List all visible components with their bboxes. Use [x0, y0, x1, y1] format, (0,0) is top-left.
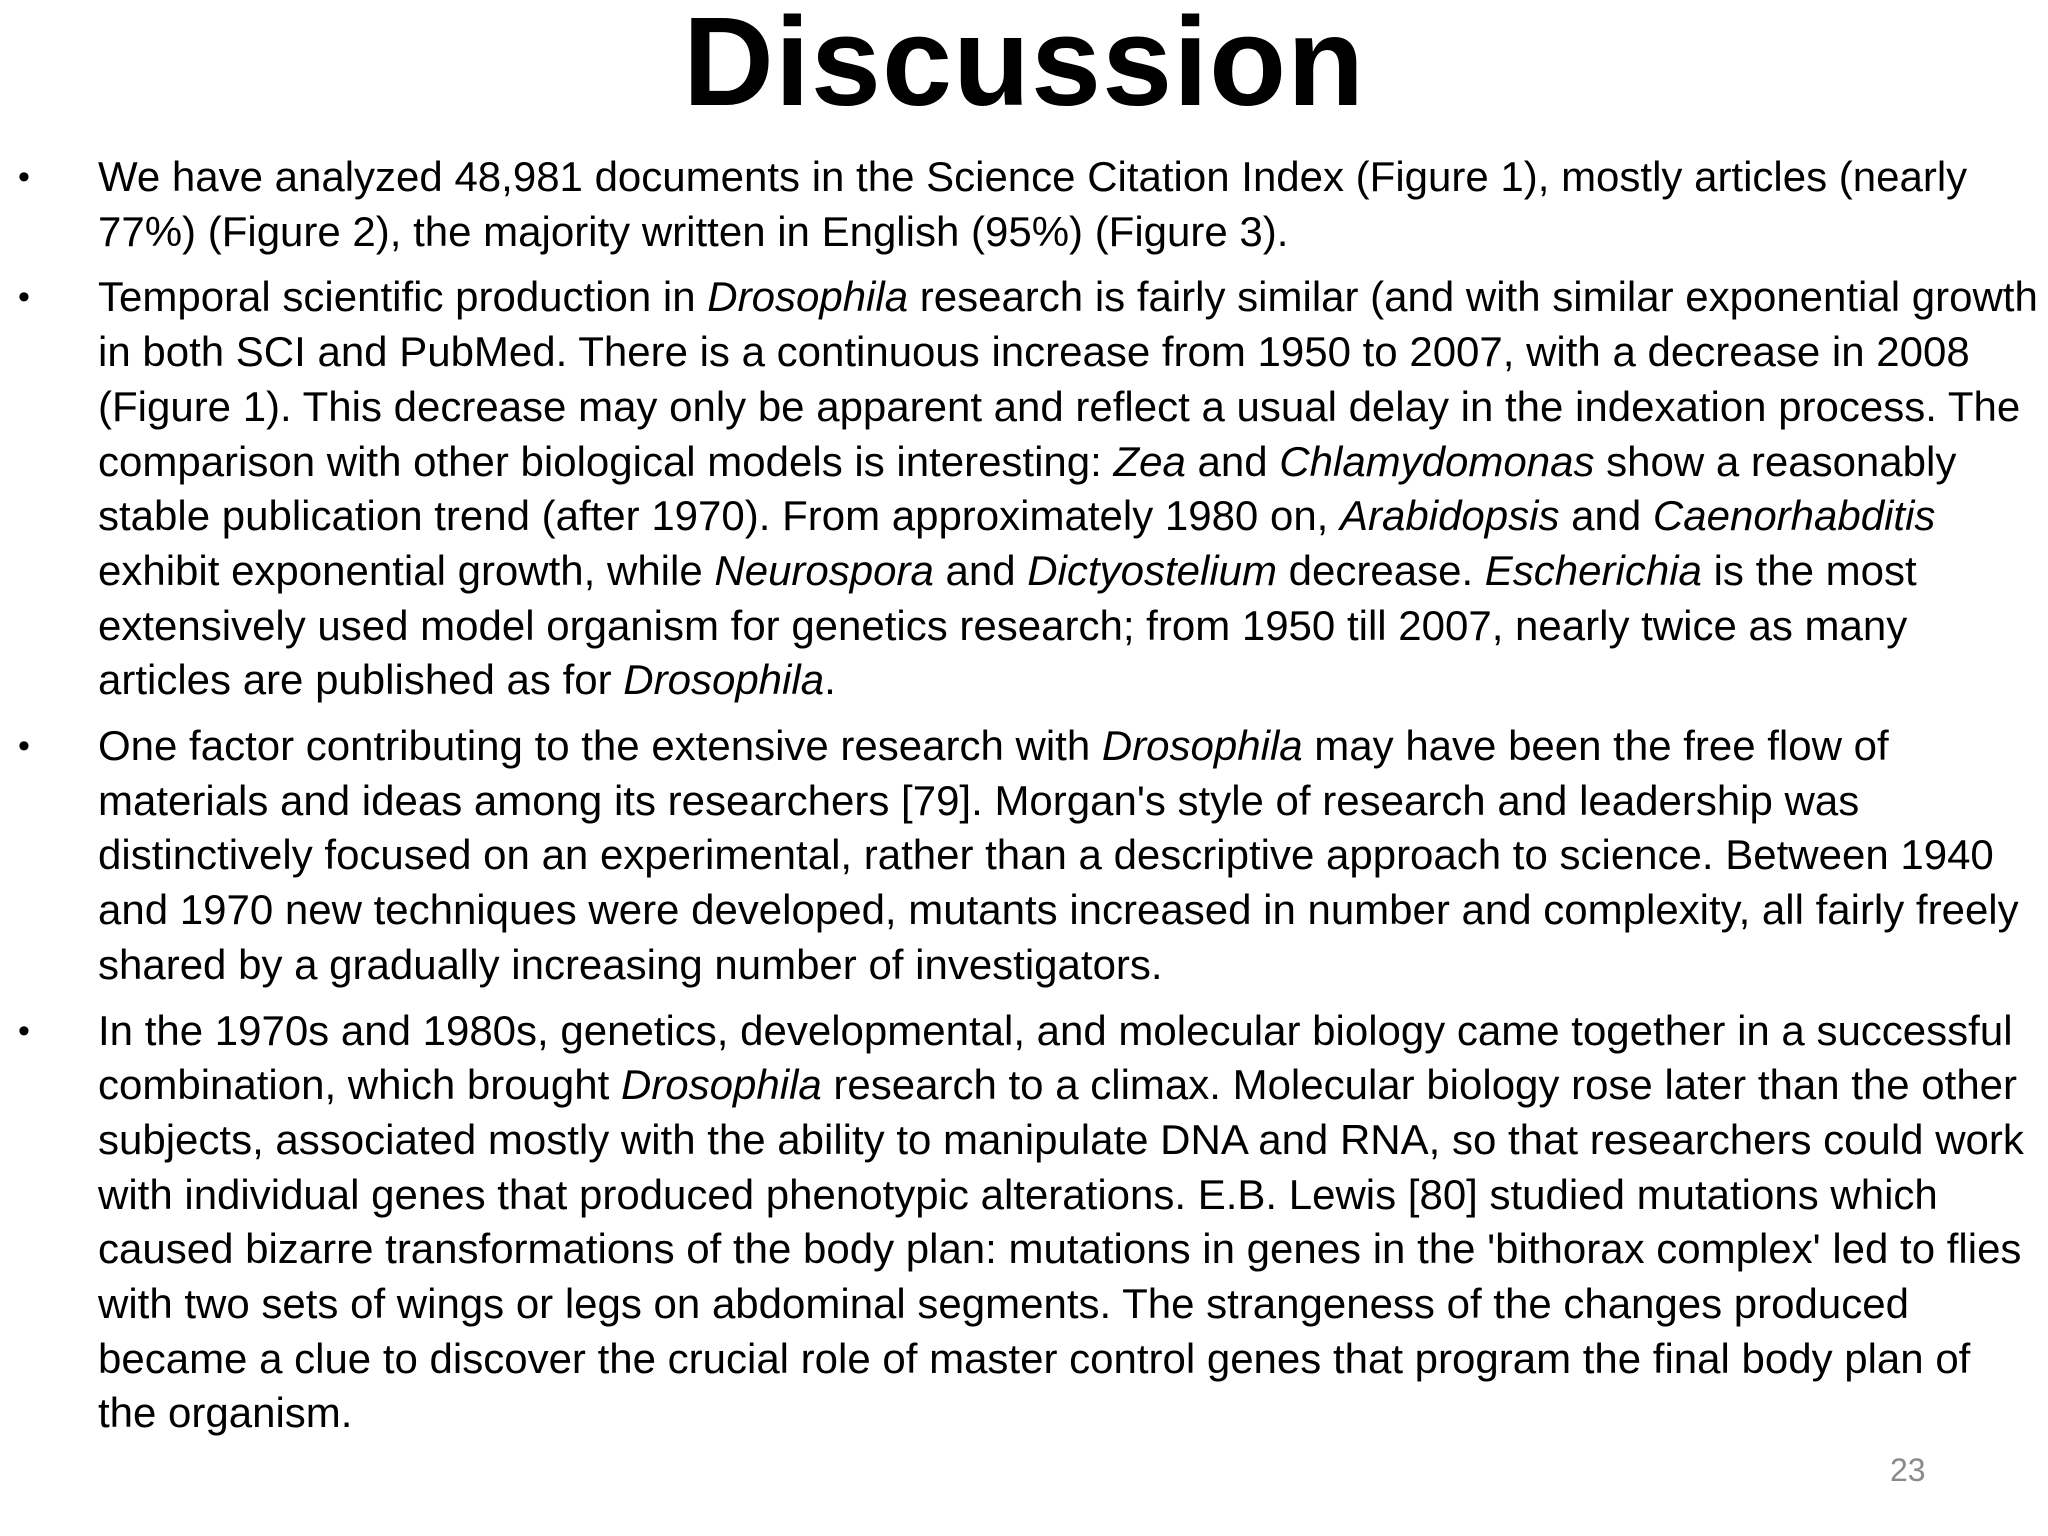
page-number: 23	[1890, 1452, 1926, 1488]
italic-term: Drosophila	[1101, 722, 1303, 770]
italic-term: Chlamydomonas	[1279, 437, 1595, 485]
text-segment: In the 1970s and 1980s, genetics, developmental, and molecular biology came together in a successful combination, which brought	[98, 1006, 2013, 1109]
italic-term: Neurospora	[714, 546, 934, 594]
italic-term: Escherichia	[1484, 546, 1702, 594]
bullet-item	[0, 270, 2048, 708]
italic-term: Arabidopsis	[1340, 492, 1560, 540]
bullet-dot-icon: •	[18, 278, 30, 317]
bullet-item	[0, 1004, 2048, 1442]
bullet-item	[0, 719, 2048, 993]
bullet-dot-icon: •	[18, 1011, 30, 1050]
text-segment: exhibit exponential growth, while	[98, 546, 715, 594]
bullet-dot-icon: •	[18, 727, 30, 766]
text-segment: Temporal scientific production in	[98, 273, 708, 321]
text-segment: show a reasonably stable publication trend (after 1970). From approximately 1980 on,	[98, 437, 1957, 540]
bullet-list	[0, 150, 2048, 1452]
bullet-dot-icon: •	[18, 158, 30, 196]
text-segment: and	[1559, 492, 1653, 540]
italic-term: Drosophila	[623, 656, 825, 704]
italic-term: Caenorhabditis	[1652, 492, 1936, 540]
text-segment: decrease.	[1277, 546, 1485, 594]
bullet-text	[98, 153, 1967, 255]
text-segment: and	[1185, 437, 1280, 485]
text-segment: may have been the free flow of materials and ideas among its researchers [79]. Morgan's style of research and leadership was distinctively focused on an experimental, rather than a descriptive approach to science. Between 1940 and 1970 new techniques were developed, mutants increased in number and complexity, all fairly freely shared by a gradually increasing number of investigators.	[98, 722, 2019, 988]
bullet-text	[98, 722, 2019, 988]
text-segment: research to a climax. Molecular biology rose later than the other subjects, associated mostly with the ability to manipulate DNA and RNA, so that researchers could work with individual genes that produced phenotypic alterations. E.B. Lewis [80] studied mutations which caused bizarre transformations of the body plan: mutations in genes in the 'bithorax complex' led to flies with two sets of wings or legs on abdominal segments. The strangeness of the changes produced became a clue to discover the crucial role of master control genes that program the final body plan of the organism.	[98, 1061, 2024, 1437]
text-segment: One factor contributing to the extensive research with	[98, 722, 1102, 770]
bullet-item	[0, 150, 2048, 259]
text-segment: and	[933, 546, 1028, 594]
slide-title: Discussion	[682, 0, 1366, 132]
italic-term: Drosophila	[620, 1061, 822, 1109]
italic-term: Drosophila	[707, 273, 909, 321]
italic-term: Dictyostelium	[1027, 546, 1277, 594]
text-segment: is the most extensively used model organism for genetics research; from 1950 till 2007, nearly twice as many articles are published as for	[98, 546, 1917, 704]
text-segment: research is fairly similar (and with similar exponential growth in both SCI and PubMed. There is a continuous increase from 1950 to 2007, with a decrease in 2008 (Figure 1). This decrease may only be apparent and reflect a usual delay in the indexation process. The comparison with other biological models is interesting:	[98, 273, 2038, 485]
text-segment: We have analyzed 48,981 documents in the Science Citation Index (Figure 1), mostly articles (nearly 77%) (Figure 2), the majority written in English (95%) (Figure 3).	[98, 153, 1968, 255]
text-segment: .	[824, 656, 836, 704]
bullet-text	[98, 1007, 2024, 1437]
bullet-text	[98, 273, 2038, 703]
italic-term: Zea	[1113, 437, 1186, 485]
